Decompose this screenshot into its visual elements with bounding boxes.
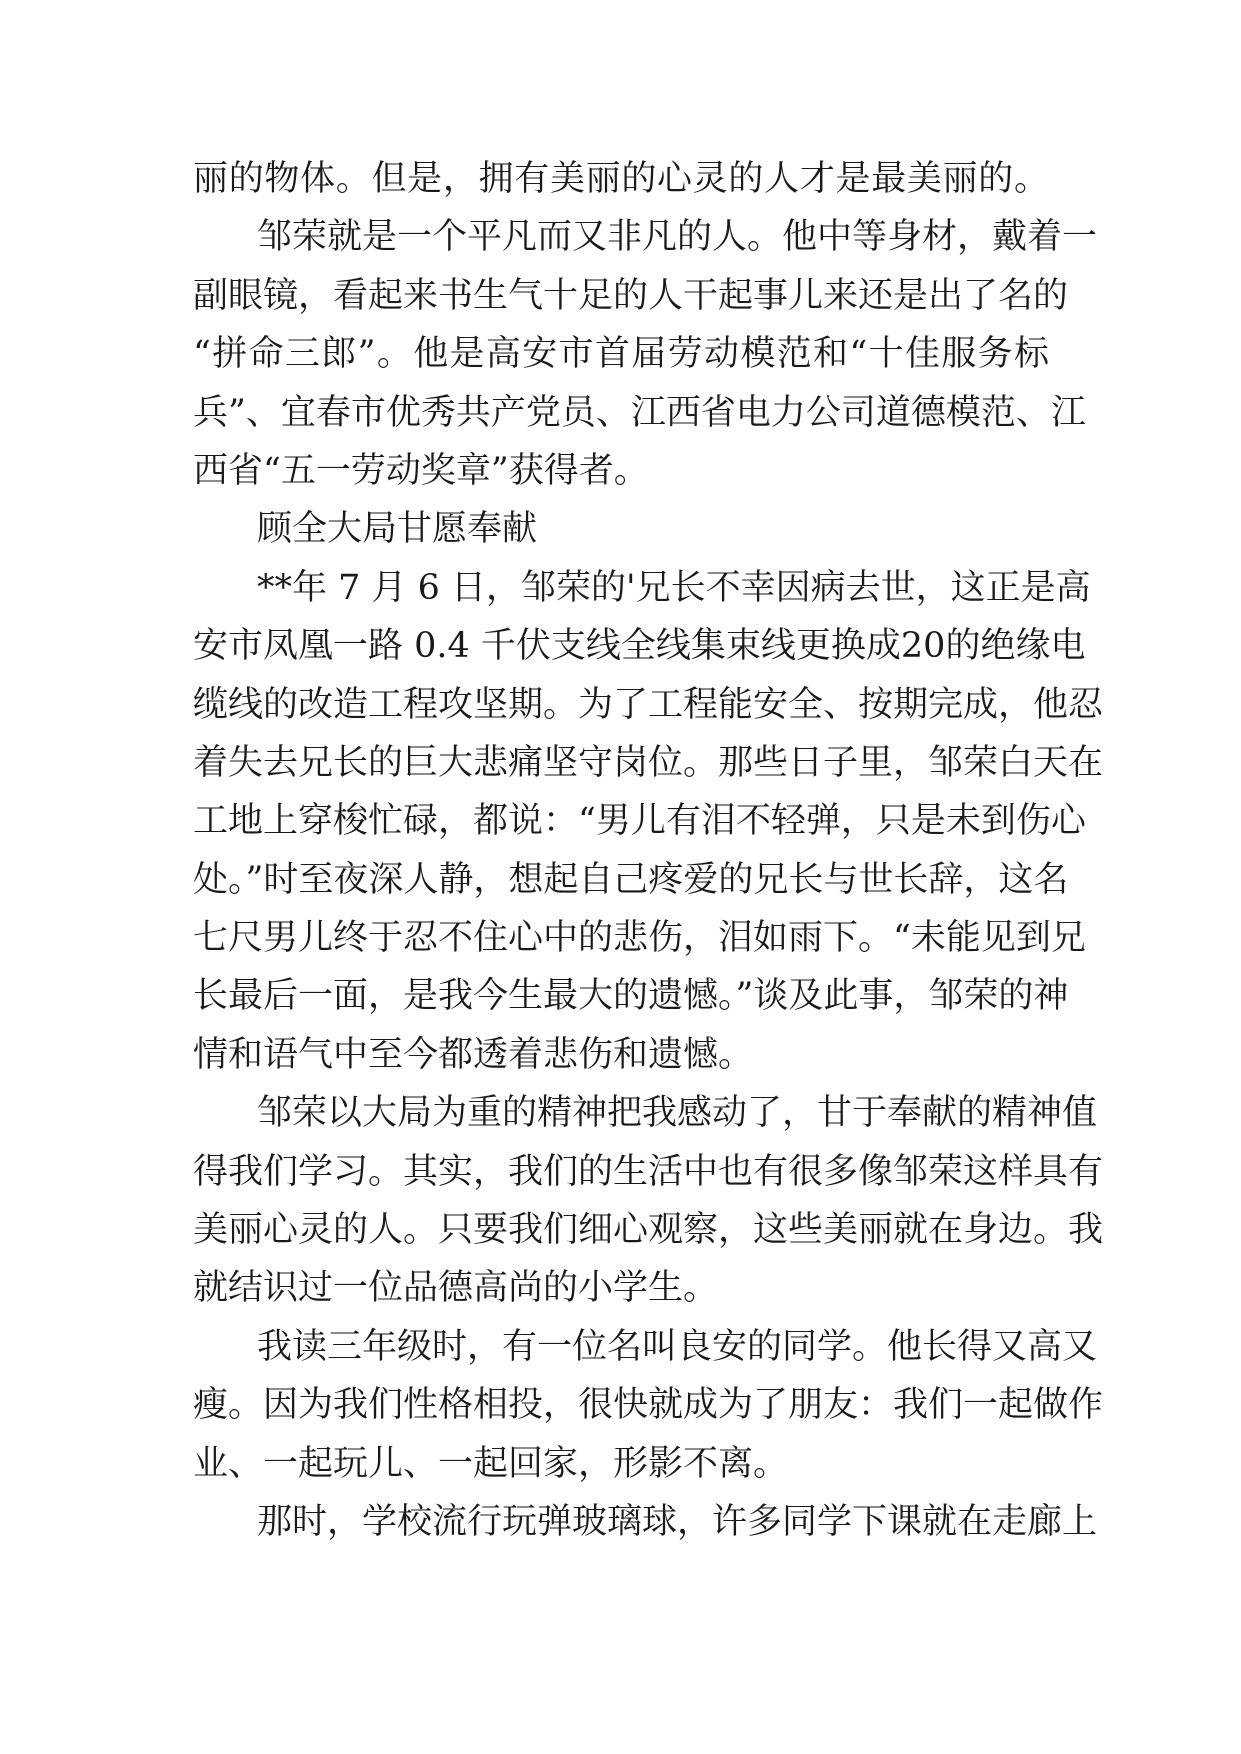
text-line: “拼命三郎”。他是高安市首届劳动模范和“十佳服务标: [193, 334, 1049, 375]
text-line: 得我们学习。其实，我们的生活中也有很多像邹荣这样具有: [193, 1151, 1104, 1192]
document-page: [193, 150, 1104, 1551]
text-line: 处。”时至夜深人静，想起自己疼爱的兄长与世长辞，这名: [193, 859, 1069, 900]
text-line: 丽的物体。但是，拥有美丽的心灵的人才是最美丽的。: [193, 159, 1049, 199]
text-line: 瘦。因为我们性格相投，很快就成为了朋友：我们一起做作: [193, 1385, 1104, 1426]
text-line: 邹荣就是一个平凡而又非凡的人。他中等身材，戴着一: [257, 217, 1098, 258]
text-line: 兵”、宜春市优秀共产党员、江西省电力公司道德模范、江: [193, 392, 1086, 433]
text-line: 就结识过一位品德高尚的小学生。: [193, 1268, 719, 1309]
text-line: 情和语气中至今都透着悲伤和遗憾。: [193, 1034, 754, 1075]
text-line: 我读三年级时，有一位名叫良安的同学。他长得又高又: [257, 1326, 1098, 1367]
text-line: 业、一起玩儿、一起回家，形影不离。: [193, 1443, 789, 1484]
text-line: 缆线的改造工程攻坚期。为了工程能安全、按期完成，他忍: [193, 684, 1104, 725]
text-line: 副眼镜，看起来书生气十足的人干起事儿来还是出了名的: [193, 275, 1069, 316]
section-heading: 顾全大局甘愿奉献: [257, 509, 538, 550]
text-line: 邹荣以大局为重的精神把我感动了，甘于奉献的精神值: [257, 1093, 1098, 1134]
text-line: 安市凤凰一路 0.4 千伏支线全线集束线更换成20的绝缘电: [193, 626, 1086, 667]
text-line: 长最后一面，是我今生最大的遗憾。”谈及此事，邹荣的神: [193, 976, 1069, 1017]
text-line: 西省“五一劳动奖章”获得者。: [193, 450, 649, 491]
text-line: 七尺男儿终于忍不住心中的悲伤，泪如雨下。“未能见到兄: [193, 918, 1086, 959]
text-line: **年 7 月 6 日，邹荣的'兄长不幸因病去世，这正是高: [257, 567, 1091, 608]
text-line: 美丽心灵的人。只要我们细心观察，这些美丽就在身边。我: [193, 1210, 1104, 1251]
text-line: 那时，学校流行玩弹玻璃球，许多同学下课就在走廊上: [257, 1501, 1098, 1542]
text-line: 工地上穿梭忙碌，都说：“男儿有泪不轻弹，只是未到伤心: [193, 801, 1086, 842]
text-line: 着失去兄长的巨大悲痛坚守岗位。那些日子里，邹荣白天在: [193, 742, 1104, 783]
